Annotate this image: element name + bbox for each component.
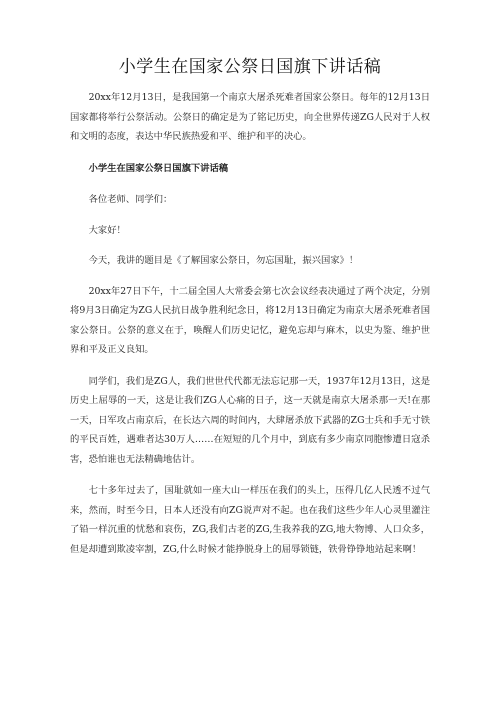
speech-subtitle: 小学生在国家公祭日国旗下讲话稿 [88, 162, 229, 174]
document-title: 小学生在国家公祭日国旗下讲话稿 [118, 57, 382, 77]
spacer [70, 469, 430, 481]
spacer [70, 271, 430, 282]
spacer [70, 178, 430, 190]
spacer [70, 240, 430, 251]
intro-paragraph: 20xx年12月13日，是我国第一个南京大屠杀死难者国家公祭日。每年的12月13日国家都将举行公祭活动。公祭日的确定是为了铭记历史，向全世界传递ZG人民对于人权和文明的态度，表达中华民族热爱和平、维护和平的决心。 [70, 92, 430, 142]
greeting-line: 各位老师、同学们： [88, 194, 173, 205]
body-paragraph: 20xx年27日下午，十二届全国人大常委会第七次会议经表决通过了两个决定，分别将9月3日确定为ZG人民抗日战争胜利纪念日，将12月13日确定为南京大屠杀死难者国家公祭日。公祭的意义在于，唤醒人们历史记忆，避免忘却与麻木，以史为鉴、维护世界和平及正义良知。 [70, 285, 430, 355]
body-paragraph: 七十多年过去了，国耻就如一座大山一样压在我们的头上，压得几亿人民透不过气来，然而，时至今日，日本人还没有向ZG说声对不起。也在我们这些少年人心灵里灌注了铅一样沉重的忧愁和哀伤，ZG,我们古老的ZG,生我养我的ZG,地大物博、人口众多，但是却遭到欺凌宰割，ZG,什么时候才能挣脱身上的屈辱锁链，铁骨铮铮地站起来啊！ [70, 485, 430, 555]
body-paragraph: 同学们，我们是ZG人，我们世世代代都无法忘记那一天，1937年12月13日，这是历史上屈辱的一天，这是让我们ZG人心痛的日子，这一天就是南京大屠杀那一天!在那一天，日军攻占南京后，在长达六周的时间内，大肆屠杀放下武器的ZG士兵和手无寸铁的平民百姓，遇难者达30万人……在短短的几个月中，到底有多少南京同胞惨遭日寇杀害，恐怕谁也无法精确地估计。 [70, 375, 430, 465]
spacer [70, 147, 430, 159]
topic-line: 今天，我讲的题目是《了解国家公祭日，勿忘国耻，振兴国家》！ [88, 255, 359, 266]
document-body [70, 88, 430, 559]
spacer [70, 360, 430, 372]
spacer [70, 210, 430, 221]
hello-line: 大家好！ [88, 224, 126, 236]
